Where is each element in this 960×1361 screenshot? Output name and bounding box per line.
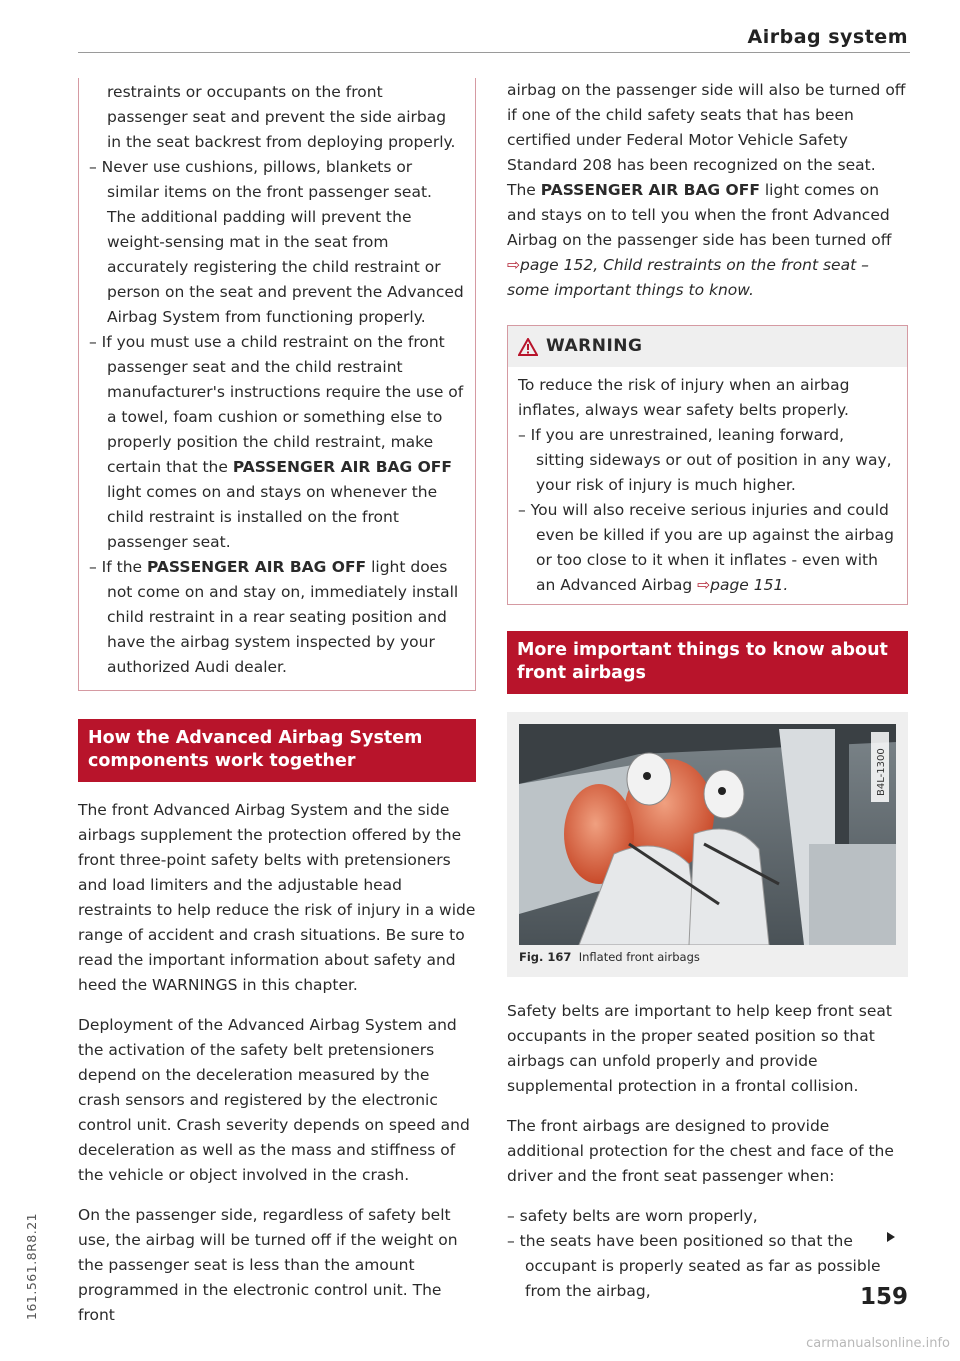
continue-arrow-icon — [887, 1232, 895, 1242]
warning-triangle-icon — [518, 338, 538, 356]
box-bullet-light-off: – If the PASSENGER AIR BAG OFF light does not come on and stay on, immediately install child restraint in a rear seating position and have the airbag system inspected by your authorized Audi dealer. — [89, 558, 459, 676]
figure-inflated-airbags — [507, 712, 908, 977]
cross-reference-arrow-icon: ⇨ — [507, 256, 520, 274]
bullet-belts-worn: – safety belts are worn properly, — [507, 1207, 758, 1225]
warning-intro: To reduce the risk of injury when an airbag inflates, always wear safety belts properly. — [518, 376, 850, 419]
figure-caption-text: Inflated front airbags — [578, 950, 700, 964]
inflated-airbags-illustration — [519, 724, 896, 945]
cross-reference-arrow-icon: ⇨ — [697, 576, 711, 594]
paragraph-designed-for: The front airbags are designed to provide additional protection for the chest and face of the driver and the front seat passenger when: — [507, 1117, 894, 1185]
watermark: carmanualsonline.info — [806, 1336, 950, 1351]
paragraph-passenger-side: On the passenger side, regardless of safety belt use, the airbag will be turned off if the weight on the passenger seat is less than the amount programmed in the electronic control unit. The front — [78, 1206, 458, 1324]
box-bullet-cushions: – Never use cushions, pillows, blankets or similar items on the front passenger seat. The additional padding will prevent the weight-sensing mat in the seat from accurately registering the child restraint or person on the seat and prevent the Advanced Airbag System from functioning properly. — [89, 158, 464, 326]
box-intro: restraints or occupants on the front passenger seat and prevent the side airbag in the seat backrest from deploying properly. — [107, 83, 456, 151]
figure-caption — [519, 949, 896, 965]
document-code: 161.561.8R8.21 — [24, 1212, 39, 1320]
page-number: 159 — [859, 1284, 908, 1310]
caution-box-continued — [78, 78, 476, 691]
paragraph-airbag-off: airbag on the passenger side will also be turned off if one of the child safety seats that has been certified under Federal Motor Vehicle Safety Standard 208 has been recognized on the seat. The PASSENGER AIR BAG OFF light comes on and stays on to tell you when the front Advanced Airbag on the passenger side has been turned off ⇨page 152, Child restraints on the front seat – some important things to know. — [507, 81, 906, 299]
header-rule — [78, 52, 910, 53]
figure-label: Fig. 167 — [519, 950, 572, 964]
figure-code-label: B4L-1300 — [876, 748, 887, 796]
right-column — [507, 78, 908, 1304]
warning-bullet-too-close: – You will also receive serious injuries and could even be killed if you are up against the airbag or too close to it when it inflates - even with an Advanced Airbag ⇨page 151. — [518, 501, 894, 594]
warning-bullet-unrestrained: – If you are unrestrained, leaning forward, sitting sideways or out of position in any way, your risk of injury is much higher. — [518, 426, 892, 494]
warning-box — [507, 325, 908, 605]
paragraph-supplement: The front Advanced Airbag System and the side airbags supplement the protection offered by the front three-point safety belts with pretensioners and load limiters and the adjustable head restraints to help reduce the risk of injury in a wide range of accident and crash situations. Be sure to read the important information about safety and heed the WARNINGS in this chapter. — [78, 801, 476, 994]
paragraph-safety-belts: Safety belts are important to help keep front seat occupants in the proper seated position so that airbags can unfold properly and provide supplemental protection in a frontal collision. — [507, 1002, 892, 1095]
warning-body — [508, 367, 907, 604]
paragraph-deployment: Deployment of the Advanced Airbag System and the activation of the safety belt pretensioners depend on the deceleration measured by the crash sensors and registered by the electronic control unit. Crash severity depends on speed and deceleration as well as the mass and stiffness of the vehicle or object involved in the crash. — [78, 1016, 470, 1184]
warning-title: WARNING — [546, 336, 643, 356]
left-column — [78, 78, 476, 1328]
warning-header — [508, 326, 907, 367]
box-bullet-child-restraint: – If you must use a child restraint on the front passenger seat and the child restraint manufacturer's instructions require the use of a towel, foam cushion or something else to properly position the child restraint, make certain that the PASSENGER AIR BAG OFF light comes on and stays on whenever the child restraint is installed on the front passenger seat. — [89, 333, 464, 551]
section-heading-components: How the Advanced Airbag System components work together — [78, 719, 476, 782]
bullet-seats-positioned: – the seats have been positioned so that the occupant is properly seated as far as possible from the airbag, — [507, 1232, 881, 1300]
section-heading-more-important: More important things to know about front airbags — [507, 631, 908, 694]
page-header-title: Airbag system — [747, 26, 908, 48]
